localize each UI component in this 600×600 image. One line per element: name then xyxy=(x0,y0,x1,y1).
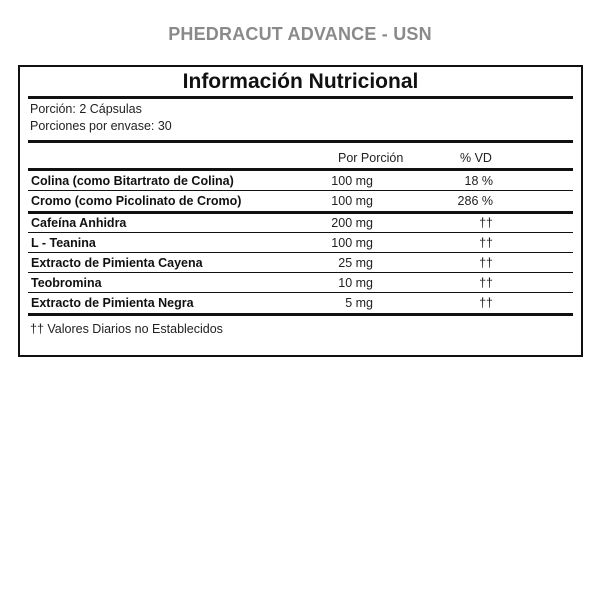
nutrition-panel xyxy=(18,65,583,357)
column-header-per-serving: Por Porción xyxy=(338,151,404,165)
nutrient-row xyxy=(28,171,573,191)
nutrient-dv: †† xyxy=(479,256,493,270)
nutrient-row xyxy=(28,233,573,253)
nutrient-row xyxy=(28,213,573,233)
serving-divider xyxy=(28,140,573,143)
nutrient-row xyxy=(28,191,573,211)
nutrient-amount: 100 mg xyxy=(331,174,373,188)
nutrient-amount: 100 mg xyxy=(331,236,373,250)
nutrient-name: Colina (como Bitartrato de Colina) xyxy=(31,174,234,188)
serving-size: Porción: 2 Cápsulas xyxy=(30,102,142,116)
nutrient-amount: 25 mg xyxy=(338,256,373,270)
nutrient-name: Cromo (como Picolinato de Cromo) xyxy=(31,194,242,208)
nutrient-dv: †† xyxy=(479,296,493,310)
nutrient-name: Cafeína Anhidra xyxy=(31,216,127,230)
nutrient-dv: 286 % xyxy=(457,194,493,208)
nutrient-dv: †† xyxy=(479,216,493,230)
nutrient-dv: †† xyxy=(479,236,493,250)
nutrient-amount: 5 mg xyxy=(345,296,373,310)
nutrient-name: L - Teanina xyxy=(31,236,96,250)
nutrient-row xyxy=(28,253,573,273)
bottom-divider xyxy=(28,313,573,316)
nutrient-amount: 200 mg xyxy=(331,216,373,230)
column-header-dv: % VD xyxy=(460,151,492,165)
nutrient-amount: 10 mg xyxy=(338,276,373,290)
nutrient-name: Extracto de Pimienta Negra xyxy=(31,296,194,310)
footnote: †† Valores Diarios no Establecidos xyxy=(30,322,223,336)
nutrient-name: Extracto de Pimienta Cayena xyxy=(31,256,203,270)
panel-title: Información Nutricional xyxy=(182,70,419,93)
nutrient-row xyxy=(28,273,573,293)
nutrient-dv: 18 % xyxy=(464,174,493,188)
nutrient-row xyxy=(28,293,573,313)
servings-per-container: Porciones por envase: 30 xyxy=(30,119,172,133)
title-divider xyxy=(28,96,573,99)
nutrient-amount: 100 mg xyxy=(331,194,373,208)
product-title: PHEDRACUT ADVANCE - USN xyxy=(168,24,432,44)
nutrient-dv: †† xyxy=(479,276,493,290)
nutrient-name: Teobromina xyxy=(31,276,102,290)
